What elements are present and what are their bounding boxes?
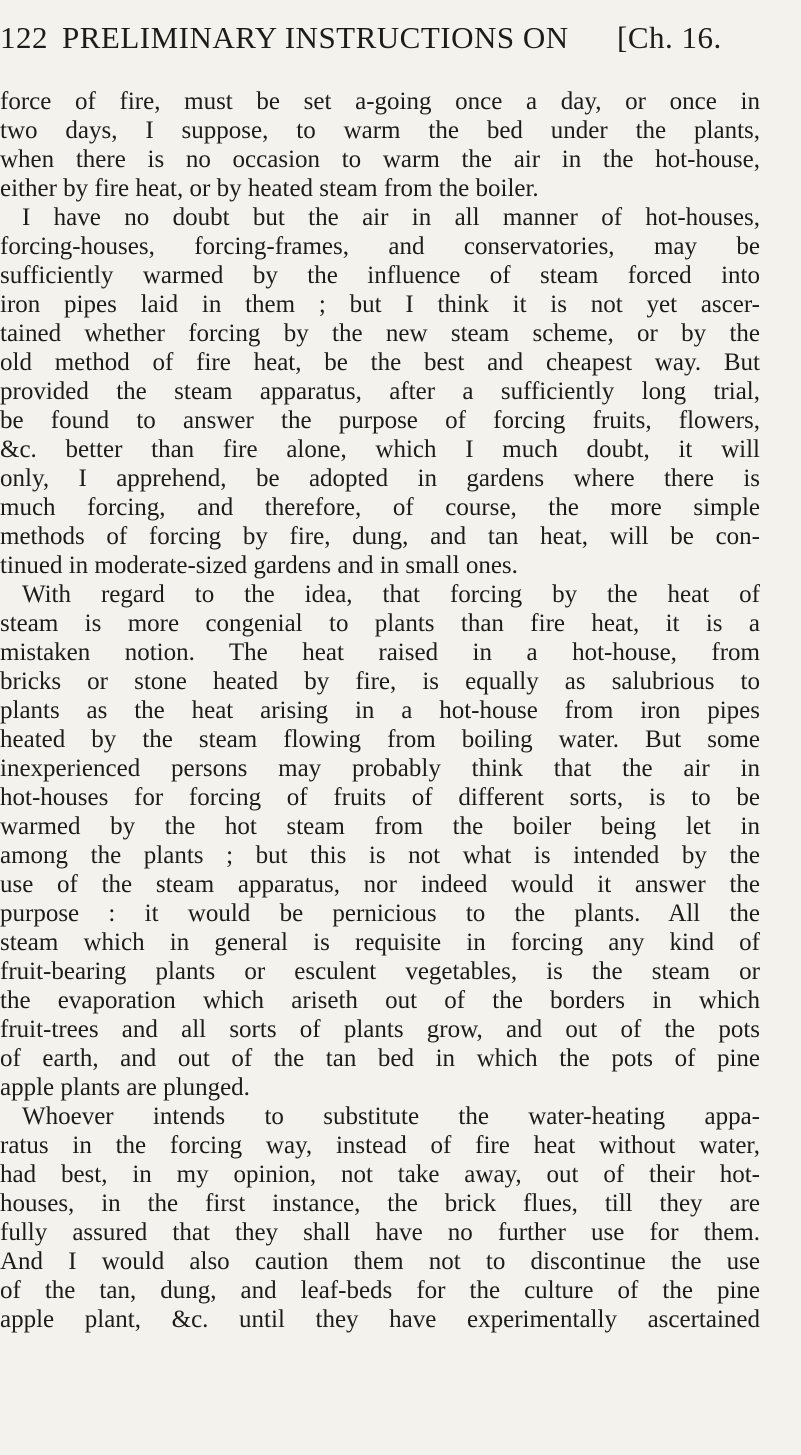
text-line: use of the steam apparatus, nor indeed would it answer the [0, 871, 760, 898]
text-line: had best, in my opinion, not take away, out of their hot- [0, 1161, 760, 1188]
running-title: PRELIMINARY INSTRUCTIONS ON [62, 20, 569, 55]
text-line: methods of forcing by fire, dung, and tan heat, will be con- [0, 523, 760, 550]
text-line: hot-houses for forcing of fruits of different sorts, is to be [0, 784, 760, 811]
text-line: tinued in moderate-sized gardens and in small ones. [0, 552, 518, 579]
text-line: And I would also caution them not to discontinue the use [0, 1248, 760, 1275]
text-line: tained whether forcing by the new steam scheme, or by the [0, 320, 760, 347]
text-line: two days, I suppose, to warm the bed under the plants, [0, 117, 760, 144]
text-line: of the tan, dung, and leaf-beds for the culture of the pine [0, 1277, 760, 1304]
text-line: purpose : it would be pernicious to the plants. All the [0, 900, 760, 927]
text-line: only, I apprehend, be adopted in gardens where there is [0, 465, 760, 492]
text-line: the evaporation which ariseth out of the borders in which [0, 987, 760, 1014]
text-line: much forcing, and therefore, of course, the more simple [0, 494, 760, 521]
text-line: of earth, and out of the tan bed in which the pots of pine [0, 1045, 760, 1072]
text-line: among the plants ; but this is not what is intended by the [0, 842, 760, 869]
text-line: iron pipes laid in them ; but I think it is not yet ascer- [0, 291, 760, 318]
text-line: when there is no occasion to warm the air in the hot-house, [0, 146, 760, 173]
text-line: bricks or stone heated by fire, is equally as salubrious to [0, 668, 760, 695]
text-line: fruit-bearing plants or esculent vegetables, is the steam or [0, 958, 760, 985]
text-line: provided the steam apparatus, after a sufficiently long trial, [0, 378, 760, 405]
text-line: apple plants are plunged. [0, 1074, 250, 1101]
text-line: mistaken notion. The heat raised in a hot-house, from [0, 639, 760, 666]
running-head [0, 20, 760, 64]
text-line: houses, in the first instance, the brick flues, till they are [0, 1190, 760, 1217]
text-line: I have no doubt but the air in all manner of hot-houses, [22, 204, 760, 231]
text-line: inexperienced persons may probably think that the air in [0, 755, 760, 782]
text-line: old method of fire heat, be the best and cheapest way. But [0, 349, 760, 376]
text-line: fruit-trees and all sorts of plants grow, and out of the pots [0, 1016, 760, 1043]
text-line: ratus in the forcing way, instead of fire heat without water, [0, 1132, 760, 1159]
text-line: heated by the steam flowing from boiling water. But some [0, 726, 760, 753]
text-line: Whoever intends to substitute the water-heating appa- [22, 1103, 760, 1130]
text-line: steam which in general is requisite in forcing any kind of [0, 929, 760, 956]
text-line: force of fire, must be set a-going once a day, or once in [0, 88, 760, 115]
text-line: forcing-houses, forcing-frames, and conservatories, may be [0, 233, 760, 260]
text-line: With regard to the idea, that forcing by the heat of [22, 581, 760, 608]
text-line: steam is more congenial to plants than fire heat, it is a [0, 610, 760, 637]
chapter-reference: [Ch. 16. [617, 20, 722, 55]
text-line: fully assured that they shall have no further use for them. [0, 1219, 760, 1246]
text-line: sufficiently warmed by the influence of steam forced into [0, 262, 760, 289]
text-line: apple plant, &c. until they have experimentally ascertained [0, 1306, 760, 1333]
page-number: 122 [0, 20, 48, 55]
text-line: warmed by the hot steam from the boiler being let in [0, 813, 760, 840]
text-line: either by fire heat, or by heated steam from the boiler. [0, 175, 539, 202]
text-line: &c. better than fire alone, which I much doubt, it will [0, 436, 760, 463]
text-line: plants as the heat arising in a hot-house from iron pipes [0, 697, 760, 724]
text-line: be found to answer the purpose of forcing fruits, flowers, [0, 407, 760, 434]
